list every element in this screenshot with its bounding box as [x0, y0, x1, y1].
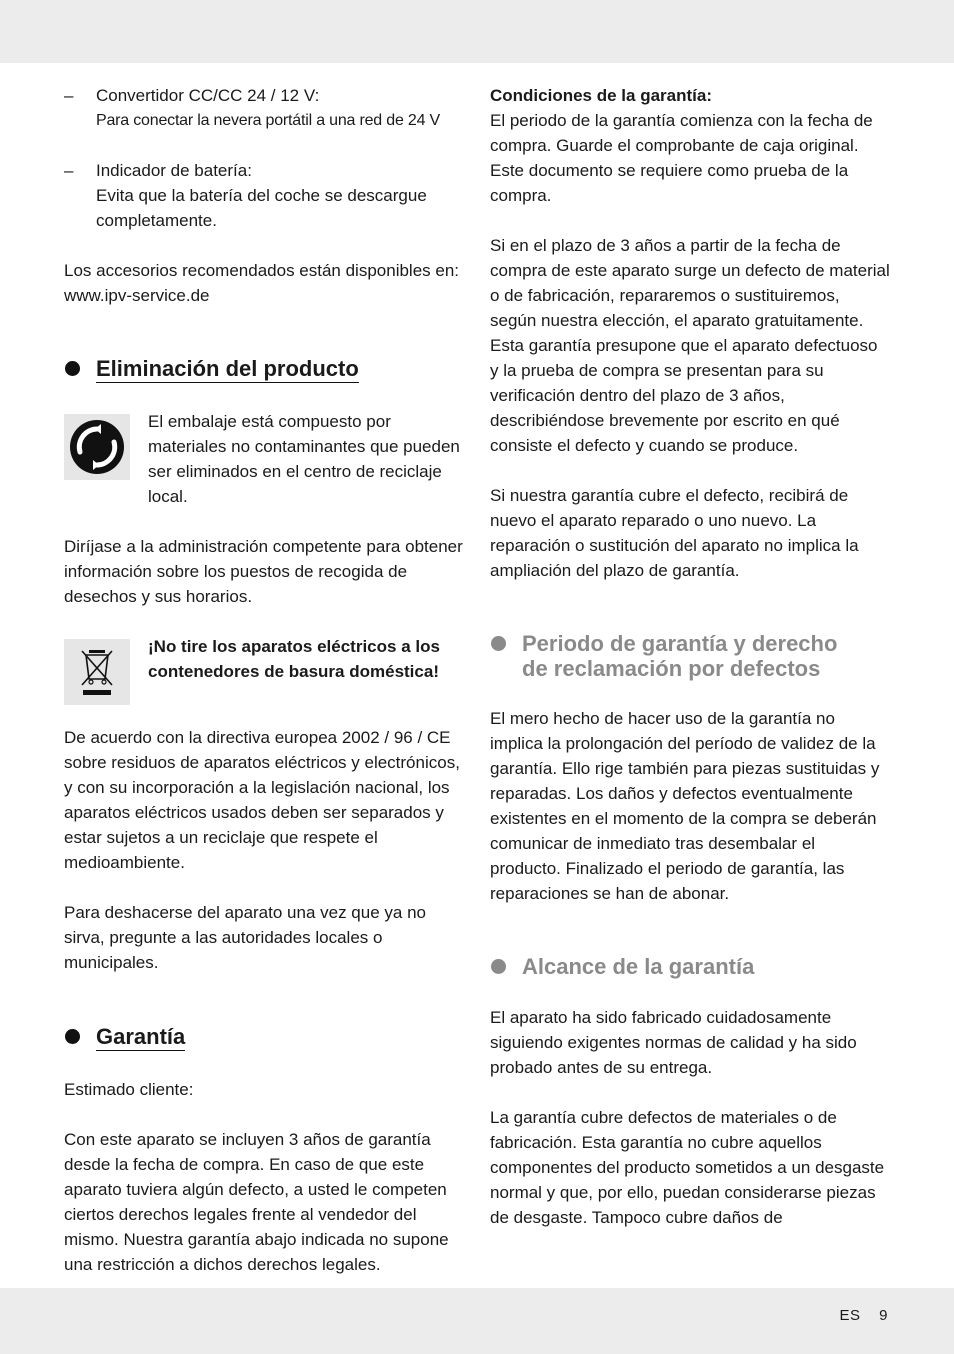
- top-band: [0, 0, 954, 63]
- heading-line-2: de reclamación por defectos: [522, 656, 821, 681]
- bullet-icon: [491, 959, 506, 974]
- warranty-intro-text: Con este aparato se incluyen 3 años de garantía desde la fecha de compra. En caso de que este aparato tuviera algún defecto, a usted le competen ciertos derechos legales frente al vendedor del mismo. Nuestra garantía abajo indicada no supone una restricción a dichos derechos legales.: [64, 1130, 449, 1274]
- scope-text-2: La garantía cubre defectos de materiales o de fabricación. Esta garantía no cubre aquellos componentes del producto sometidos a un desgaste normal y que, por ello, puedan considerarse piezas de desgaste. Tampoco cubre daños de: [490, 1108, 885, 1227]
- packaging-text: El embalaje está compuesto por materiales no contaminantes que pueden ser eliminados en el centro de reciclaje local.: [148, 412, 460, 506]
- accessories-text: Los accesorios recomendados están disponibles en: www.ipv-service.de: [64, 261, 460, 305]
- heading-line-1: Periodo de garantía y derecho: [522, 631, 838, 656]
- dispose-text: Para deshacerse del aparato una vez que ya no sirva, pregunte a las autoridades locales o municipales.: [64, 903, 426, 972]
- heading-text: Garantía: [96, 1024, 186, 1049]
- list-item-desc: Evita que la batería del coche se descargue completamente.: [96, 186, 427, 230]
- section-heading-scope: [490, 954, 890, 979]
- bullet-icon: [65, 1029, 80, 1044]
- contact-text: Diríjase a la administración competente para obtener información sobre los puestos de recogida de desechos y sus horarios.: [64, 537, 463, 606]
- conditions-text: El periodo de la garantía comienza con la fecha de compra. Guarde el comprobante de caja original. Este documento se requiere como prueba de la compra.: [490, 111, 873, 205]
- list-item-desc: Para conectar la nevera portátil a una red de 24 V: [96, 112, 441, 129]
- left-column: [64, 83, 464, 1277]
- dash-bullet: –: [64, 86, 74, 105]
- section-heading-warranty: [64, 1024, 464, 1051]
- bullet-icon: [65, 361, 80, 376]
- language-code: ES: [839, 1307, 861, 1324]
- green-dot-recycling-icon: [64, 414, 130, 480]
- directive-text: De acuerdo con la directiva europea 2002 / 96 / CE sobre residuos de aparatos eléctricos y electrónicos, y con su incorporación a la legislación nacional, los aparatos eléctricos usados deben ser separados y estar sujetos a un reciclaje que respete el medioambiente.: [64, 728, 460, 872]
- dash-bullet: –: [64, 161, 74, 180]
- heading-text: Alcance de la garantía: [522, 954, 755, 979]
- greeting-text: Estimado cliente:: [64, 1080, 194, 1099]
- right-column: [490, 83, 890, 1230]
- period-text: El mero hecho de hacer uso de la garantía no implica la prolongación del período de validez de la garantía. Ello rige también para piezas sustituidas y reparadas. Los daños y defectos eventualmente existentes en el momento de la compra se deberán comunicar de inmediato tras desembalar el producto. Finalizado el periodo de garantía, las reparaciones se han de abonar.: [490, 709, 880, 903]
- covered-text: Si nuestra garantía cubre el defecto, recibirá de nuevo el aparato reparado o uno nuevo. La reparación o sustitución del aparato no implica la ampliación del plazo de garantía.: [490, 486, 859, 580]
- weee-warning-text: ¡No tire los aparatos eléctricos a los contenedores de basura doméstica!: [148, 637, 440, 681]
- crossed-out-bin-icon: [64, 639, 130, 705]
- packaging-block: [64, 409, 464, 509]
- list-item: [64, 83, 464, 133]
- page-number: 9: [879, 1307, 888, 1324]
- section-heading-period: [490, 631, 890, 681]
- section-heading-disposal: [64, 356, 464, 383]
- scope-text-1: El aparato ha sido fabricado cuidadosamente siguiendo exigentes normas de calidad y ha sido probado antes de su entrega.: [490, 1008, 857, 1077]
- defect-text: Si en el plazo de 3 años a partir de la fecha de compra de este aparato surge un defecto de material o de fabricación, repararemos o sustituiremos, según nuestra elección, el aparato gratuitamente. Esta garantía presupone que el aparato defectuoso y la prueba de compra se presentan para su verificación dentro del plazo de 3 años, describiéndose brevemente por escrito en qué consiste el defecto y cuando se produce.: [490, 236, 890, 455]
- bullet-icon: [491, 636, 506, 651]
- list-item-title: Indicador de batería:: [96, 161, 252, 180]
- weee-warning-block: [64, 634, 464, 700]
- list-item-title: Convertidor CC/CC 24 / 12 V:: [96, 86, 320, 105]
- list-item: [64, 158, 464, 233]
- bottom-band: [0, 1288, 954, 1354]
- heading-text: Eliminación del producto: [96, 356, 359, 381]
- conditions-title: Condiciones de la garantía:: [490, 86, 712, 105]
- page-footer: [839, 1303, 888, 1328]
